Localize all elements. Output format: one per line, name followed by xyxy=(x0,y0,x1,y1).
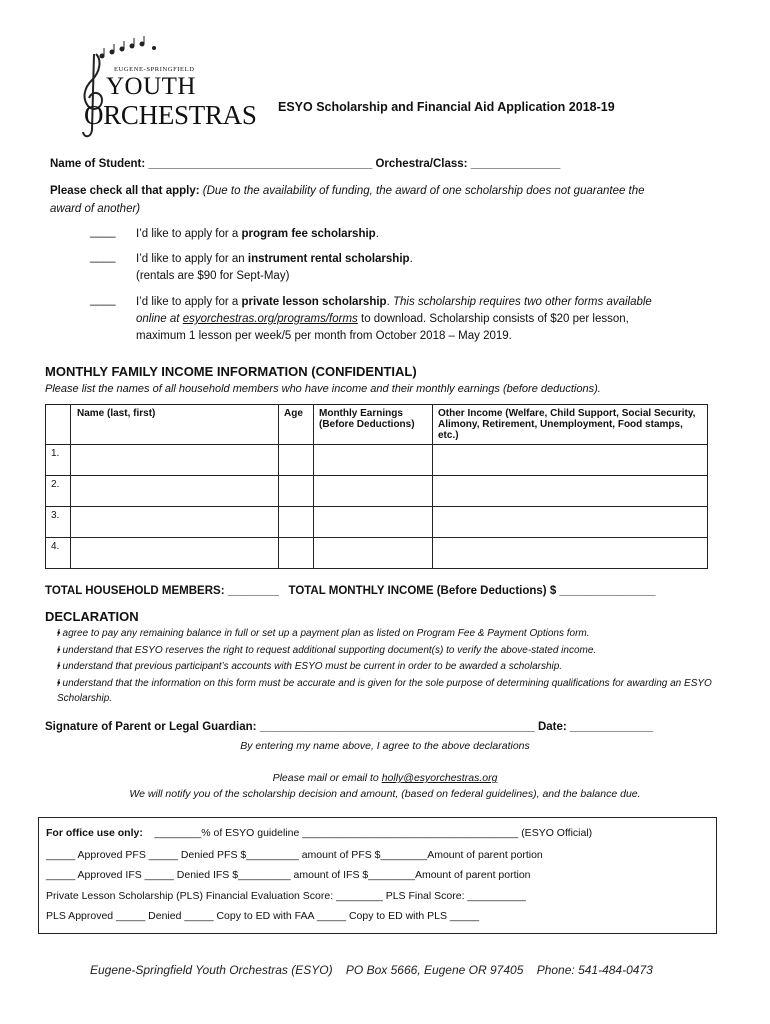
student-name-label: Name of Student: xyxy=(50,158,146,170)
mail-pre: Please mail or email to xyxy=(272,772,382,784)
office-row-2: _____ Approved PFS _____ Denied PFS $_________ amount of PFS $________Amount of parent portion xyxy=(46,849,543,861)
income-section-heading xyxy=(45,364,417,379)
page-title: ESYO Scholarship and Financial Aid Application 2018-19 xyxy=(278,100,615,114)
declaration-list xyxy=(45,626,737,708)
name-cell[interactable] xyxy=(71,507,279,538)
option-text-post: . xyxy=(375,228,379,240)
office-row-1 xyxy=(46,827,592,839)
col-age: Age xyxy=(279,405,314,445)
logo-orchestras: ORCHESTRAS xyxy=(84,100,257,130)
option-text-line2: (rentals are $90 for Sept-May) xyxy=(136,270,290,282)
table-row xyxy=(46,507,708,538)
earnings-cell[interactable] xyxy=(314,538,433,569)
student-line xyxy=(50,158,560,170)
office-use-box xyxy=(38,817,717,934)
check-all-label: Please check all that apply: xyxy=(50,185,200,197)
forms-link[interactable]: esyorchestras.org/programs/forms xyxy=(182,313,358,325)
earnings-cell[interactable] xyxy=(314,445,433,476)
mail-line xyxy=(0,772,770,784)
declaration-heading: DECLARATION xyxy=(45,609,139,624)
age-cell[interactable] xyxy=(279,538,314,569)
row-number: 1. xyxy=(46,445,71,476)
signature-field[interactable]: ___________________________________________ xyxy=(259,721,535,733)
list-item: • I agree to pay any remaining balance in full or set up a payment plan as listed on Program Fee & Payment Options form. xyxy=(57,626,737,642)
name-cell[interactable] xyxy=(71,445,279,476)
esyo-logo xyxy=(78,40,257,140)
check-all-note: (Due to the availability of funding, the award of one scholarship does not guarantee the xyxy=(202,185,645,197)
orchestra-class-field[interactable]: ______________ xyxy=(470,158,561,170)
other-income-cell[interactable] xyxy=(433,538,708,569)
option-text-bold: instrument rental scholarship xyxy=(247,253,410,265)
option-text-pre: I’d like to apply for a xyxy=(136,228,242,240)
name-cell[interactable] xyxy=(71,476,279,507)
earnings-cell[interactable] xyxy=(314,476,433,507)
age-cell[interactable] xyxy=(279,445,314,476)
list-item: • I understand that ESYO reserves the right to request additional supporting document(s) to verify the above-stated income. xyxy=(57,643,737,659)
logo-youth: YOUTH xyxy=(106,73,196,100)
option-checkbox[interactable]: ____ xyxy=(90,294,116,306)
option-text-post: . xyxy=(409,253,413,265)
email-link[interactable]: holly@esyorchestras.org xyxy=(381,772,498,784)
total-income-field[interactable]: _______________ xyxy=(559,585,656,597)
declaration-heading-wrap xyxy=(45,609,139,624)
income-table-header xyxy=(46,405,708,445)
date-field[interactable]: _____________ xyxy=(569,721,654,733)
col-monthly-earnings: Monthly Earnings (Before Deductions) xyxy=(314,405,433,445)
option-text-pre: I’d like to apply for a xyxy=(136,296,242,308)
office-row-4: Private Lesson Scholarship (PLS) Financial Evaluation Score: ________ PLS Final Score: __________ xyxy=(46,890,526,902)
table-row xyxy=(46,538,708,569)
signature-line xyxy=(45,721,653,733)
office-row-1-text: ________% of ESYO guideline _____________________________________ (ESYO Official) xyxy=(154,827,593,839)
earnings-cell[interactable] xyxy=(314,507,433,538)
other-income-cell[interactable] xyxy=(433,507,708,538)
logo-small-text: EUGENE-SPRINGFIELD xyxy=(114,66,195,73)
option-text-line3: maximum 1 lesson per week/5 per month from October 2018 – May 2019. xyxy=(136,330,512,342)
office-row-3: _____ Approved IFS _____ Denied IFS $_________ amount of IFS $________Amount of parent portion xyxy=(46,869,531,881)
col-other-income: Other Income (Welfare, Child Support, Social Security, Alimony, Retirement, Unemployment, Food stamps, etc.) xyxy=(433,405,708,445)
row-number: 4. xyxy=(46,538,71,569)
signature-label: Signature of Parent or Legal Guardian: xyxy=(45,721,257,733)
office-label: For office use only: xyxy=(46,827,143,839)
student-name-field[interactable]: ___________________________________ xyxy=(148,158,373,170)
other-income-cell[interactable] xyxy=(433,476,708,507)
option-text-pre: I’d like to apply for an xyxy=(136,253,248,265)
age-cell[interactable] xyxy=(279,507,314,538)
table-row xyxy=(46,445,708,476)
orchestra-class-label: Orchestra/Class: xyxy=(375,158,468,170)
row-number: 2. xyxy=(46,476,71,507)
music-notes-icon xyxy=(96,34,166,64)
totals-line xyxy=(45,585,655,597)
table-row xyxy=(46,476,708,507)
total-members-field[interactable]: ________ xyxy=(227,585,279,597)
total-members-label: TOTAL HOUSEHOLD MEMBERS: xyxy=(45,585,225,597)
option-text-line2-pre: online at xyxy=(136,313,183,325)
age-cell[interactable] xyxy=(279,476,314,507)
option-text-bold: program fee scholarship xyxy=(241,228,376,240)
row-number-header xyxy=(46,405,71,445)
check-all-note-2: award of another) xyxy=(50,203,141,215)
check-all-instructions xyxy=(50,182,710,218)
office-row-5: PLS Approved _____ Denied _____ Copy to ED with FAA _____ Copy to ED with PLS _____ xyxy=(46,910,480,922)
option-checkbox[interactable]: ____ xyxy=(90,226,116,238)
income-heading: MONTHLY FAMILY INCOME INFORMATION (CONFIDENTIAL) xyxy=(45,364,417,379)
date-label: Date: xyxy=(537,721,567,733)
name-cell[interactable] xyxy=(71,538,279,569)
col-name: Name (last, first) xyxy=(71,405,279,445)
option-checkbox[interactable]: ____ xyxy=(90,251,116,263)
total-income-label: TOTAL MONTHLY INCOME (Before Deductions) $ xyxy=(288,585,557,597)
notify-line: We will notify you of the scholarship decision and amount, (based on federal guidelines), and the balance due. xyxy=(129,788,641,800)
list-item: • I understand that previous participant’s accounts with ESYO must be current in order to be awarded a scholarship. xyxy=(57,659,737,675)
income-instructions: Please list the names of all household members who have income and their monthly earnings (before deductions). xyxy=(45,383,601,395)
option-text-post: . xyxy=(386,296,393,308)
option-text-italic: This scholarship requires two other forms available xyxy=(392,296,652,308)
row-number: 3. xyxy=(46,507,71,538)
footer: Eugene-Springfield Youth Orchestras (ESYO) PO Box 5666, Eugene OR 97405 Phone: 541-484-0473 xyxy=(90,963,653,977)
option-text-line2-post: to download. Scholarship consists of $20 per lesson, xyxy=(357,313,629,325)
option-text-bold: private lesson scholarship xyxy=(241,296,387,308)
list-item: • I understand that the information on this form must be accurate and is given for the sole purpose of determining qualifications for awarding an ESYO Scholarship. xyxy=(57,676,737,707)
income-table xyxy=(45,404,708,569)
signature-note: By entering my name above, I agree to the above declarations xyxy=(240,740,530,752)
other-income-cell[interactable] xyxy=(433,445,708,476)
